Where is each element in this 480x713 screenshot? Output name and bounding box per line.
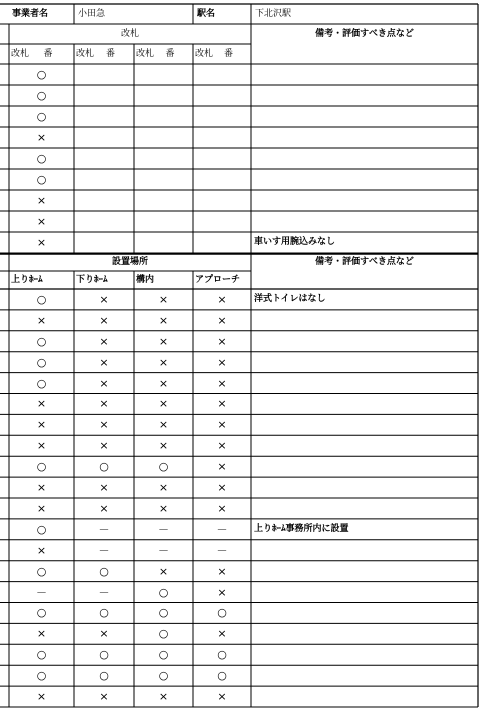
facility-cell: ○	[217, 669, 227, 683]
facility-note: 上りﾎｰﾑ事務所内に設置	[254, 523, 349, 534]
facility-cell: ×	[217, 481, 227, 495]
facility-cell: ○	[36, 648, 47, 662]
facility-cell: ×	[99, 690, 109, 704]
facility-cell: ×	[158, 334, 169, 348]
gate-section-title: 改札	[120, 28, 139, 39]
facility-cell: ○	[158, 606, 169, 620]
facility-note	[252, 644, 477, 665]
facility-note	[252, 394, 477, 415]
facility-cell: ×	[158, 439, 169, 453]
gate-column-suffix: 番	[165, 48, 175, 59]
gate-note	[252, 169, 477, 190]
facility-cell: －	[98, 522, 110, 536]
facility-note	[252, 498, 477, 519]
gate-note	[252, 190, 477, 211]
facility-cell: ×	[217, 397, 227, 411]
facility-note	[252, 561, 477, 582]
gate-note	[252, 211, 477, 232]
facility-cell: ×	[217, 292, 227, 306]
facility-cell: ×	[217, 355, 227, 369]
facility-cell: ×	[158, 313, 169, 327]
facility-cell: ×	[99, 439, 109, 453]
gate-column-suffix: 番	[106, 48, 116, 59]
facility-cell: ×	[217, 501, 227, 515]
facility-cell: ×	[36, 690, 47, 704]
facility-cell: －	[158, 543, 169, 557]
operator-value: 小田急	[78, 8, 106, 19]
facility-cell: ○	[158, 627, 169, 641]
station-label: 駅名	[197, 8, 216, 19]
gate-note	[252, 148, 477, 169]
facility-note	[252, 414, 477, 435]
facility-cell: ○	[217, 606, 227, 620]
facility-column-header: アプローチ	[195, 274, 241, 285]
facility-column-header: 構内	[136, 274, 155, 285]
gate-column-header: 改札	[195, 48, 214, 59]
facility-cell: ×	[158, 690, 169, 704]
facility-cell: ×	[99, 501, 109, 515]
facility-column-header: 上りﾎｰﾑ	[11, 274, 43, 285]
facility-cell: ○	[36, 522, 47, 536]
gate-column-header: 改札	[136, 48, 155, 59]
gate-note	[252, 106, 477, 127]
gate-cell: ×	[36, 194, 47, 207]
facility-cell: ○	[158, 669, 169, 683]
facility-section-title: 設置場所	[111, 256, 148, 267]
facility-cell: －	[158, 522, 169, 536]
facility-note	[252, 686, 477, 707]
facility-cell: ○	[99, 460, 109, 474]
facility-cell: ○	[36, 355, 47, 369]
facility-cell: ○	[158, 648, 169, 662]
gate-note	[252, 127, 477, 148]
facility-cell: －	[98, 585, 110, 599]
facility-note	[252, 352, 477, 373]
gate-column-suffix: 番	[43, 48, 53, 59]
facility-cell: ×	[99, 334, 109, 348]
facility-cell: ×	[217, 439, 227, 453]
facility-cell: ×	[217, 313, 227, 327]
gate-cell: ○	[36, 89, 47, 102]
facility-cell: ×	[158, 376, 169, 390]
facility-cell: ○	[99, 669, 109, 683]
facility-cell: ○	[36, 564, 47, 578]
facility-cell: ○	[99, 648, 109, 662]
facility-cell: ×	[158, 355, 169, 369]
gate-cell: ○	[36, 68, 47, 81]
facility-note	[252, 456, 477, 477]
facility-cell: －	[216, 543, 228, 557]
facility-cell: ×	[158, 481, 169, 495]
gate-column-header: 改札	[11, 48, 30, 59]
gate-column-header: 改札	[76, 48, 95, 59]
facility-note	[252, 373, 477, 394]
facility-cell: ×	[99, 418, 109, 432]
facility-note	[252, 540, 477, 561]
facility-note	[252, 477, 477, 498]
gate-column-suffix: 番	[224, 48, 234, 59]
facility-cell: ×	[99, 355, 109, 369]
facility-cell: ○	[36, 334, 47, 348]
facility-cell: ×	[36, 481, 47, 495]
facility-cell: ○	[217, 648, 227, 662]
gate-cell: ×	[36, 236, 47, 249]
gate-cell: ×	[36, 131, 47, 144]
facility-cell: ×	[158, 501, 169, 515]
operator-label: 事業者名	[12, 8, 49, 19]
facility-notes-title: 備考・評価すべき点など	[315, 256, 414, 267]
facility-cell: ×	[99, 313, 109, 327]
facility-cell: ○	[36, 376, 47, 390]
facility-cell: ×	[217, 460, 227, 474]
station-value: 下北沢駅	[255, 8, 292, 19]
facility-note	[252, 331, 477, 352]
facility-cell: ○	[36, 460, 47, 474]
facility-cell: ○	[158, 460, 169, 474]
facility-column-header: 下りﾎｰﾑ	[76, 274, 108, 285]
facility-cell: ×	[217, 334, 227, 348]
facility-cell: ×	[217, 585, 227, 599]
facility-cell: ×	[217, 418, 227, 432]
facility-cell: ×	[217, 690, 227, 704]
facility-cell: ×	[217, 627, 227, 641]
facility-cell: ×	[99, 627, 109, 641]
facility-cell: ×	[158, 418, 169, 432]
facility-note	[252, 435, 477, 456]
facility-cell: －	[98, 543, 110, 557]
facility-cell: ×	[217, 564, 227, 578]
facility-note	[252, 582, 477, 603]
facility-cell: ×	[217, 376, 227, 390]
gate-cell: ○	[36, 110, 47, 123]
facility-cell: ○	[36, 292, 47, 306]
facility-note	[252, 623, 477, 644]
gate-cell: ○	[36, 152, 47, 165]
facility-cell: ×	[99, 376, 109, 390]
facility-cell: ×	[36, 439, 47, 453]
facility-cell: ×	[36, 397, 47, 411]
facility-cell: ×	[36, 543, 47, 557]
facility-cell: ×	[36, 627, 47, 641]
gate-cell: ×	[36, 215, 47, 228]
gate-note	[252, 64, 477, 85]
gate-notes-title: 備考・評価すべき点など	[315, 28, 414, 39]
facility-note	[252, 310, 477, 331]
facility-cell: ×	[36, 501, 47, 515]
facility-cell: ×	[99, 397, 109, 411]
facility-cell: ○	[99, 564, 109, 578]
facility-note: 洋式トイレはなし	[254, 293, 326, 304]
facility-note	[252, 665, 477, 686]
facility-cell: －	[36, 585, 47, 599]
facility-cell: ×	[158, 564, 169, 578]
facility-cell: ×	[99, 292, 109, 306]
facility-cell: ○	[36, 606, 47, 620]
gate-cell: ○	[36, 173, 47, 186]
facility-cell: ×	[158, 292, 169, 306]
facility-cell: ○	[36, 669, 47, 683]
facility-cell: ○	[99, 606, 109, 620]
facility-cell: ×	[158, 397, 169, 411]
facility-cell: ×	[36, 418, 47, 432]
facility-cell: ×	[36, 313, 47, 327]
facility-note	[252, 603, 477, 624]
facility-cell: ×	[99, 481, 109, 495]
gate-note	[252, 85, 477, 106]
facility-cell: ○	[158, 585, 169, 599]
facility-cell: －	[216, 522, 228, 536]
gate-note: 車いす用腕込みなし	[254, 237, 336, 247]
